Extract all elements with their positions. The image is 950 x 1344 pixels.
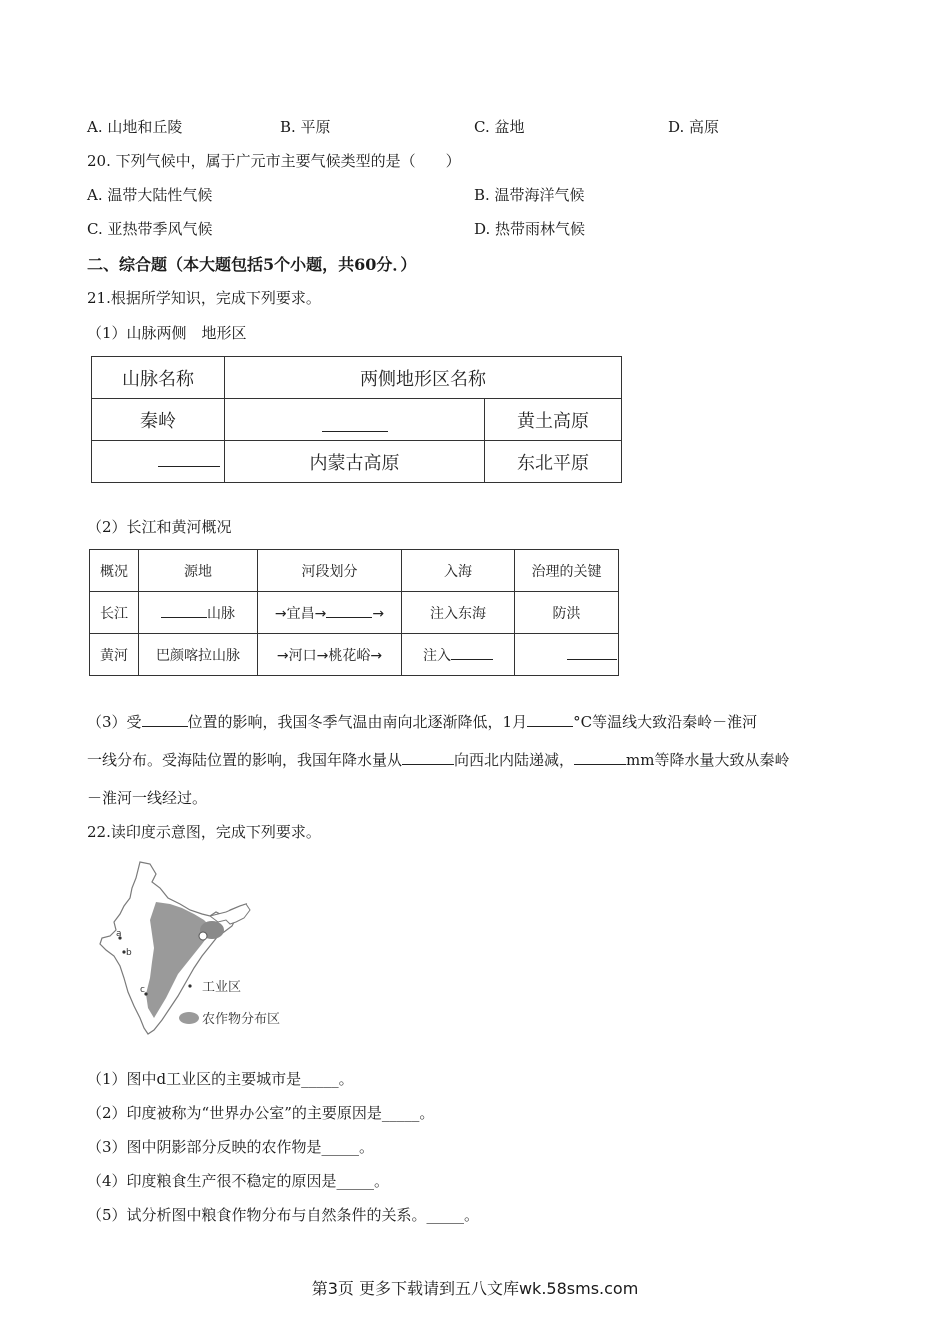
header-segments: 河段划分 xyxy=(258,550,402,592)
q19-option-b: B. 平原 xyxy=(280,118,331,136)
blank-cell xyxy=(225,399,485,441)
q19-option-a: A. 山地和丘陵 xyxy=(87,118,183,136)
q19-option-d: D. 高原 xyxy=(668,118,720,136)
section-title: 二、综合题（本大题包括5个小题，共60分．） xyxy=(87,255,417,274)
q22-sub1: （1）图中d工业区的主要城市是_____。 xyxy=(87,1070,354,1088)
legend-industry-label: 工业区 xyxy=(202,980,242,995)
header-mountain: 山脉名称 xyxy=(92,357,225,399)
cell-yellow: 黄河 xyxy=(90,634,139,676)
q21-part3-line3: －淮河一线经过。 xyxy=(87,789,208,807)
legend-agri-swatch xyxy=(179,1012,199,1024)
blank-cell xyxy=(92,441,225,483)
header-source: 源地 xyxy=(139,550,258,592)
header-key: 治理的关键 xyxy=(515,550,619,592)
q22-stem: 22.读印度示意图，完成下列要求。 xyxy=(87,823,321,841)
q20-option-a: A. 温带大陆性气候 xyxy=(87,186,213,204)
cell-inner-mongolia: 内蒙古高原 xyxy=(225,441,485,483)
q21-stem: 21.根据所学知识，完成下列要求。 xyxy=(87,289,321,307)
legend-industry-dot xyxy=(188,984,191,987)
cell-yangtze-key: 防洪 xyxy=(515,592,619,634)
cell-yangtze-source: 山脉 xyxy=(139,592,258,634)
q20-option-c: C. 亚热带季风气候 xyxy=(87,220,213,238)
q21-part3-line2: 一线分布。受海陆位置的影响，我国年降水量从 向西北内陆递减， mm等降水量大致从秦岭 xyxy=(87,751,790,769)
india-map xyxy=(90,858,310,1038)
header-regions: 两侧地形区名称 xyxy=(225,357,622,399)
q21-part3-line1: （3）受 位置的影响，我国冬季气温由南向北逐渐降低，1月 °C等温线大致沿秦岭－淮河 xyxy=(87,713,758,731)
cell-northeast-plain: 东北平原 xyxy=(485,441,622,483)
cell-loess: 黄土高原 xyxy=(485,399,622,441)
industry-d-marker xyxy=(199,932,207,940)
map-label-c: c xyxy=(140,985,145,995)
header-overview: 概况 xyxy=(90,550,139,592)
q22-sub2: （2）印度被称为“世界办公室”的主要原因是_____。 xyxy=(87,1104,435,1122)
northeast-outline xyxy=(210,904,250,924)
mountain-table xyxy=(91,356,622,483)
q22-sub4: （4）印度粮食生产很不稳定的原因是_____。 xyxy=(87,1172,390,1190)
q22-sub3: （3）图中阴影部分反映的农作物是_____。 xyxy=(87,1138,375,1156)
rivers-table xyxy=(89,549,619,676)
cell-yellow-sea: 注入 xyxy=(402,634,515,676)
q20-option-d: D. 热带雨林气候 xyxy=(474,220,586,238)
q21-part1: （1）山脉两侧 地形区 xyxy=(87,324,247,342)
page-footer: 第3页 更多下载请到五八文库wk.58sms.com xyxy=(311,1279,639,1298)
cell-yangtze-sea: 注入东海 xyxy=(402,592,515,634)
cell-yellow-source: 巴颜喀拉山脉 xyxy=(139,634,258,676)
map-label-b: b xyxy=(126,948,132,958)
legend-agri-label: 农作物分布区 xyxy=(202,1012,281,1027)
blank-cell xyxy=(515,634,619,676)
q20-option-b: B. 温带海洋气候 xyxy=(474,186,585,204)
map-label-a: a xyxy=(116,929,122,939)
india-map-svg xyxy=(90,858,310,1038)
cell-yellow-segments: →河口→桃花峪→ xyxy=(258,634,402,676)
q22-sub5: （5）试分析图中粮食作物分布与自然条件的关系。_____。 xyxy=(87,1206,480,1224)
header-sea: 入海 xyxy=(402,550,515,592)
cell-qinling: 秦岭 xyxy=(92,399,225,441)
q20-stem: 20. 下列气候中，属于广元市主要气候类型的是（ ） xyxy=(87,152,461,170)
cell-yangtze: 长江 xyxy=(90,592,139,634)
cell-yangtze-segments: →宜昌→ → xyxy=(258,592,402,634)
agri-shade xyxy=(146,902,210,1018)
q19-option-c: C. 盆地 xyxy=(474,118,525,136)
q21-part2: （2）长江和黄河概况 xyxy=(87,518,232,536)
